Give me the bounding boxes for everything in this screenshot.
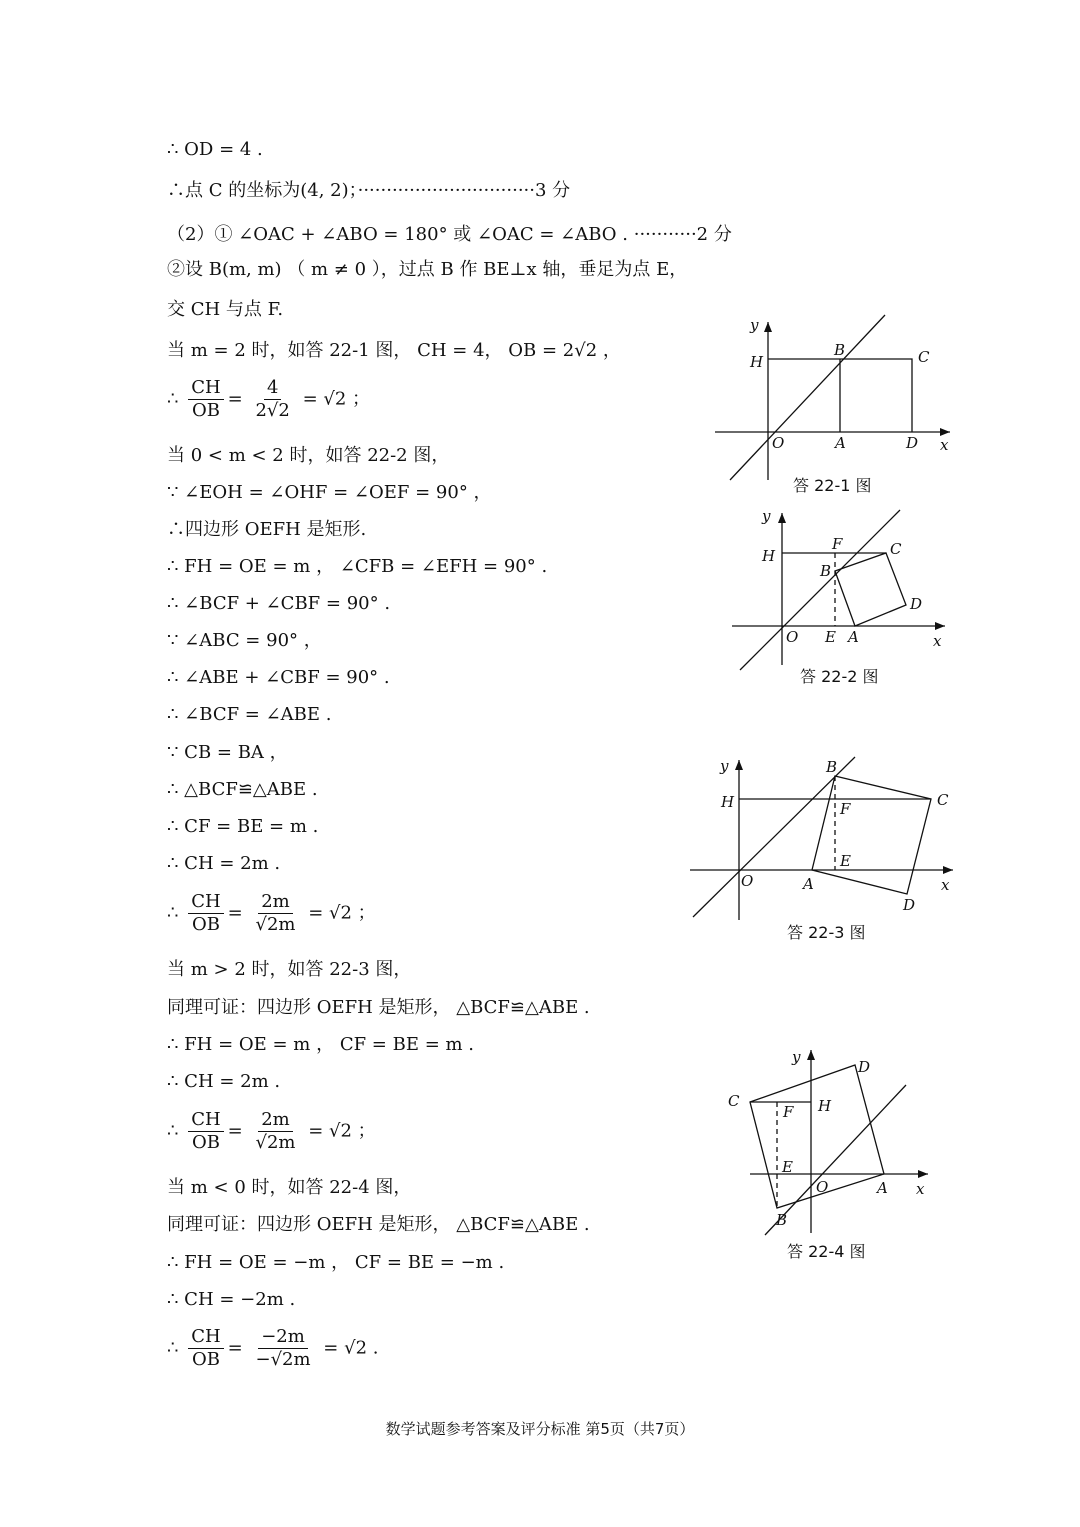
label-x: x [933,632,942,650]
label-d: D [903,896,916,914]
label-a: A [877,1179,888,1197]
text-line-17: ∴ CF = BE = m . [167,816,319,837]
line-y-eq-x [730,315,885,480]
line-y-eq-x [693,757,855,917]
figure-22-1-caption: 答 22-1 图 [793,476,872,495]
label-f: F [840,800,851,818]
figure-22-4-caption: 答 22-4 图 [787,1242,866,1261]
label-o: O [772,434,785,452]
numerator: CH [188,891,223,914]
text-line-26: ∴ CH = −2m . [167,1289,296,1310]
label-b: B [820,562,832,580]
fraction [252,377,292,422]
label-y: y [762,507,771,525]
label-h: H [750,353,764,371]
text-line-21: ∴ FH = OE = m ， CF = BE = m . [167,1034,475,1055]
fraction [188,1326,223,1371]
label-x: x [940,436,949,454]
label-h: H [762,547,776,565]
label-y: y [792,1048,801,1066]
figure-22-1 [700,310,960,474]
figure-22-2-caption: 答 22-2 图 [800,667,879,686]
figure-22-3-caption: 答 22-3 图 [787,923,866,942]
figure-22-4-diagram [720,1045,940,1235]
label-d: D [906,434,919,452]
x-axis-arrow [935,622,945,630]
figure-22-2 [720,505,960,669]
text-line-15: ∵ CB = BA ， [167,742,288,763]
x-axis-arrow [918,1170,928,1178]
text-line-5: 交 CH 与点 F. [167,299,284,320]
fraction-eq-4: ∴ $\frac{CH}{OB}$ = $\frac{-2m}{-√2m}$ = √2 . [167,1326,379,1370]
text-line-24: 同理可证：四边形 OEFH 是矩形， △BCF≌△ABE . [167,1214,590,1235]
text-line-11: ∴ ∠BCF + ∠CBF = 90° . [167,593,391,614]
label-d: D [858,1058,871,1076]
figure-22-1-diagram [700,310,960,470]
fraction-result: = √2 ； [308,1120,376,1142]
fraction-result: = √2 ； [302,388,371,410]
denominator: √2m [255,1132,296,1153]
label-b: B [776,1211,788,1229]
fraction-prefix: ∴ [167,1120,179,1142]
text-line-16: ∴ △BCF≌△ABE . [167,779,318,800]
numerator: 4 [264,377,281,400]
label-a: A [835,434,846,452]
text-line-4: ②设 B(m, m) （ m ≠ 0 ），过点 B 作 BE⊥x 轴，垂足为点 E， [167,259,688,280]
numerator: 2m [258,891,293,914]
y-axis-arrow [778,513,786,523]
label-h: H [721,793,735,811]
y-axis-arrow [735,760,743,770]
figure-22-2-diagram [720,505,960,665]
text-line-8: ∵ ∠EOH = ∠OHF = ∠OEF = 90° ， [167,482,492,503]
text-line-10: ∴ FH = OE = m ， ∠CFB = ∠EFH = 90° . [167,556,548,577]
fraction [188,1109,223,1154]
label-d: D [910,595,923,613]
label-e: E [840,852,851,870]
figure-22-3 [685,752,965,936]
figure-22-3-diagram [685,752,965,932]
x-axis-arrow [940,428,950,436]
text-line-7: 当 0 < m < 2 时，如答 22-2 图， [167,445,450,466]
numerator: CH [188,1326,223,1349]
denominator: √2m [255,914,296,935]
text-line-9: ∴四边形 OEFH 是矩形. [167,519,367,540]
label-f: F [832,535,843,553]
fraction-result: = √2 . [323,1337,379,1359]
label-c: C [728,1092,740,1110]
denominator: 2√2 [255,400,290,421]
denominator: OB [191,914,220,935]
text-line-22: ∴ CH = 2m . [167,1071,281,1092]
text-line-12: ∵ ∠ABC = 90° ， [167,630,322,651]
y-axis-arrow [807,1050,815,1060]
label-f: F [783,1103,794,1121]
label-x: x [941,876,950,894]
label-a: A [848,628,859,646]
numerator: CH [188,1109,223,1132]
label-c: C [890,540,902,558]
text-line-20: 同理可证：四边形 OEFH 是矩形， △BCF≌△ABE . [167,997,590,1018]
text-line-14: ∴ ∠BCF = ∠ABE . [167,704,332,725]
fraction-eq-1: ∴ $\frac{CH}{OB}$ = $\frac{4}{2√2}$ = √2 ； [167,377,371,421]
label-e: E [825,628,836,646]
label-y: y [750,316,759,334]
label-b: B [834,341,846,359]
label-a: A [803,875,814,893]
label-o: O [786,628,799,646]
fraction-eq-2: ∴ $\frac{CH}{OB}$ = $\frac{2m}{√2m}$ = √2 ； [167,891,376,935]
text-line-23: 当 m < 0 时，如答 22-4 图， [167,1177,412,1198]
line-y-eq-x [740,510,900,670]
label-o: O [741,872,754,890]
denominator: OB [191,1349,220,1370]
fraction-prefix: ∴ [167,902,179,924]
text-line-19: 当 m > 2 时，如答 22-3 图， [167,959,412,980]
text-line-2: ∴点 C 的坐标为(4, 2)；·······························3 分 [167,180,571,201]
text-line-6: 当 m = 2 时，如答 22-1 图， CH = 4， OB = 2√2 ， [167,340,621,361]
label-x: x [916,1180,925,1198]
text-line-1: ∴ OD = 4 . [167,139,263,160]
fraction [252,1326,313,1371]
text-line-3: （2）① ∠OAC + ∠ABO = 180° 或 ∠OAC = ∠ABO . ···········2 分 [167,224,732,245]
fraction [188,377,223,422]
label-h: H [818,1097,832,1115]
denominator: −√2m [255,1349,311,1370]
text-line-13: ∴ ∠ABE + ∠CBF = 90° . [167,667,390,688]
label-c: C [918,348,930,366]
label-y: y [720,757,729,775]
square-bcda [812,776,931,894]
fraction-prefix: ∴ [167,1337,179,1359]
text-line-25: ∴ FH = OE = −m ， CF = BE = −m . [167,1252,505,1273]
label-e: E [782,1158,793,1176]
label-b: B [826,758,838,776]
fraction-prefix: ∴ [167,388,179,410]
numerator: CH [188,377,223,400]
x-axis-arrow [943,866,953,874]
label-o: O [816,1178,829,1196]
denominator: OB [191,1132,220,1153]
figure-22-4 [720,1045,940,1239]
text-line-18: ∴ CH = 2m . [167,853,281,874]
fraction [252,891,298,936]
y-axis-arrow [764,322,772,332]
fraction-result: = √2 ； [308,902,376,924]
page-footer: 数学试题参考答案及评分标准 第5页（共7页） [385,1420,695,1438]
numerator: 2m [258,1109,293,1132]
numerator: −2m [258,1326,308,1349]
denominator: OB [191,400,220,421]
fraction [252,1109,298,1154]
fraction [188,891,223,936]
label-c: C [937,791,949,809]
fraction-eq-3: ∴ $\frac{CH}{OB}$ = $\frac{2m}{√2m}$ = √2 ； [167,1109,376,1153]
